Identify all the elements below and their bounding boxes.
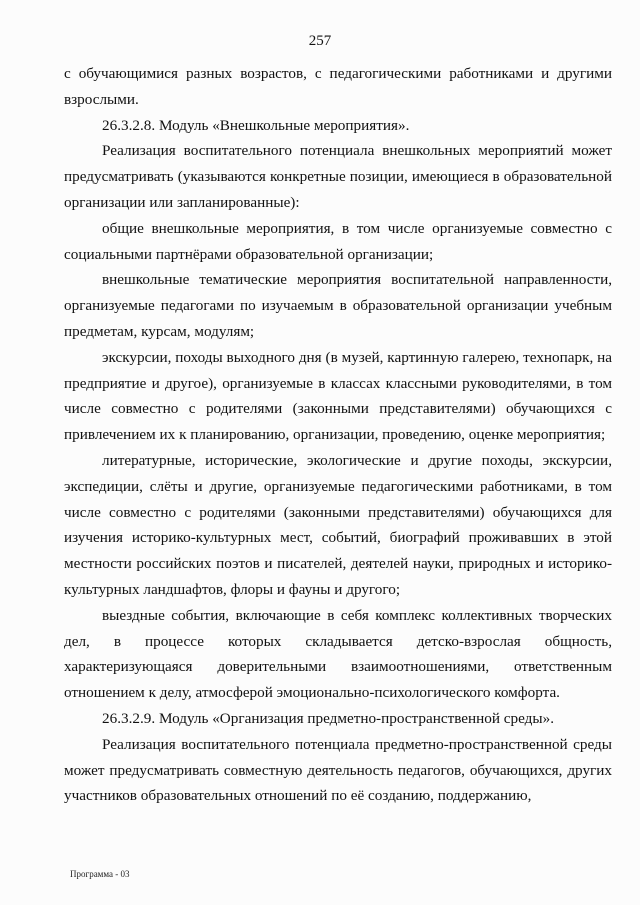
list-item: экскурсии, походы выходного дня (в музей, картинную галерею, технопарк, на предприятие и другое), организуемые в классах классными руководителями, в том числе совместно с родителями (законными представителями) обучающихся с привлечением их к планированию, организации, проведению, оценке мероприятия; [64, 348, 612, 444]
section-heading-26-3-2-9: 26.3.2.9. Модуль «Организация предметно-пространственной среды». [102, 709, 554, 727]
section-heading-26-3-2-8: 26.3.2.8. Модуль «Внешкольные мероприятия». [102, 116, 410, 134]
paragraph-continuation: с обучающимися разных возрастов, с педагогическими работниками и другими взрослыми. [64, 65, 612, 108]
paragraph: Реализация воспитательного потенциала предметно-пространственной среды может предусматривать совместную деятельность педагогов, обучающихся, других участников образовательных отношений по её созданию, поддержанию, [64, 735, 612, 805]
list-item: общие внешкольные мероприятия, в том числе организуемые совместно с социальными партнёрами образовательной организации; [64, 219, 612, 263]
paragraph: Реализация воспитательного потенциала внешкольных мероприятий может предусматривать (указываются конкретные позиции, имеющиеся в образовательной организации или запланированные): [64, 142, 612, 211]
page-footer: Программа - 03 [70, 869, 130, 879]
page-number: 257 [308, 33, 332, 49]
list-item: литературные, исторические, экологические и другие походы, экскурсии, экспедиции, слёты и другие, организуемые педагогическими работниками, в том числе совместно с родителями (законными представителями) обучающихся для изучения историко-культурных мест, событий, биографий проживавших в этой местности российских поэтов и писателей, деятелей науки, природных и историко-культурных ландшафтов, флоры и фауны и другого; [64, 451, 612, 598]
list-item: внешкольные тематические мероприятия воспитательной направленности, организуемые педагогами по изучаемым в образовательной организации учебным предметам, курсам, модулям; [64, 271, 612, 340]
list-item: выездные события, включающие в себя комплекс коллективных творческих дел, в процессе которых складывается детско-взрослая общность, характеризующаяся доверительными взаимоотношениями, ответственным отношением к делу, атмосферой эмоционально-психологического комфорта. [64, 606, 612, 702]
document-body [64, 61, 612, 809]
